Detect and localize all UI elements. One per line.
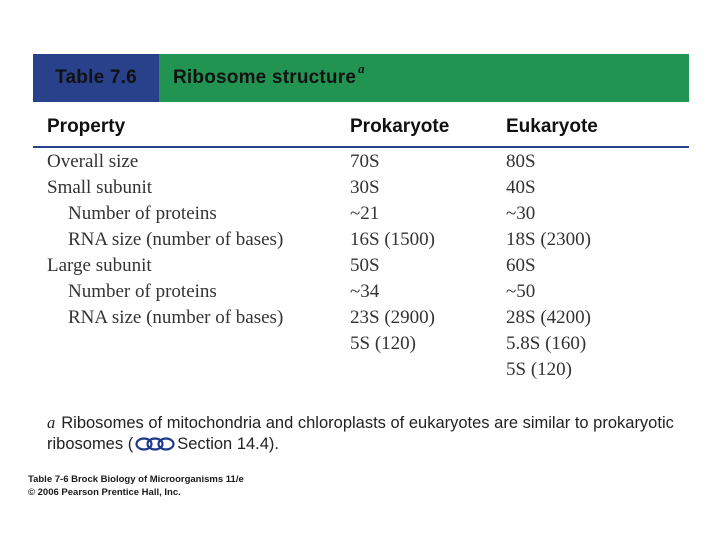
cell-prokaryote: ~34 xyxy=(350,281,380,302)
cell-prokaryote: 30S xyxy=(350,177,380,198)
cell-prokaryote: 23S (2900) xyxy=(350,307,435,328)
cell-property: RNA size (number of bases) xyxy=(68,229,284,250)
title-footnote-marker: a xyxy=(358,61,365,76)
cell-eukaryote: ~30 xyxy=(506,203,536,224)
credit-line-1: Table 7-6 Brock Biology of Microorganisms 11/e xyxy=(28,474,244,485)
column-header-prokaryote: Prokaryote xyxy=(350,116,450,137)
cell-property: Overall size xyxy=(47,151,139,172)
footnote-text-before: Ribosomes of mitochondria and chloroplasts of eukaryotes are similar to prokaryotic ribosomes ( xyxy=(47,414,674,453)
footnote-text-after: Section 14.4). xyxy=(177,435,280,453)
table-title: Ribosome structure xyxy=(173,67,357,88)
cell-eukaryote: 18S (2300) xyxy=(506,229,591,250)
chain-link-icon[interactable] xyxy=(135,436,175,458)
table-number-box xyxy=(33,54,159,102)
footnote xyxy=(47,412,687,458)
cell-eukaryote: 80S xyxy=(506,151,536,172)
cell-prokaryote: 50S xyxy=(350,255,380,276)
credit xyxy=(28,473,244,499)
cell-property: RNA size (number of bases) xyxy=(68,307,284,328)
cell-eukaryote: ~50 xyxy=(506,281,536,302)
cell-prokaryote: ~21 xyxy=(350,203,380,224)
cell-prokaryote: 5S (120) xyxy=(350,333,416,354)
cell-property: Number of proteins xyxy=(68,203,217,224)
cell-property: Small subunit xyxy=(47,177,153,198)
cell-eukaryote: 28S (4200) xyxy=(506,307,591,328)
cell-prokaryote: 70S xyxy=(350,151,380,172)
cell-eukaryote: 40S xyxy=(506,177,536,198)
cell-property: Number of proteins xyxy=(68,281,217,302)
table-number: Table 7.6 xyxy=(55,67,137,88)
cell-eukaryote: 5.8S (160) xyxy=(506,333,587,354)
header-divider xyxy=(33,146,689,148)
cell-property: Large subunit xyxy=(47,255,152,276)
cell-eukaryote: 60S xyxy=(506,255,536,276)
credit-line-2: © 2006 Pearson Prentice Hall, Inc. xyxy=(28,487,181,498)
column-header-property: Property xyxy=(47,116,126,137)
cell-eukaryote: 5S (120) xyxy=(506,359,572,380)
footnote-marker: a xyxy=(47,413,56,432)
column-header-eukaryote: Eukaryote xyxy=(506,116,598,137)
table-header-bar xyxy=(33,54,689,102)
cell-prokaryote: 16S (1500) xyxy=(350,229,435,250)
table-title-box xyxy=(159,54,689,102)
